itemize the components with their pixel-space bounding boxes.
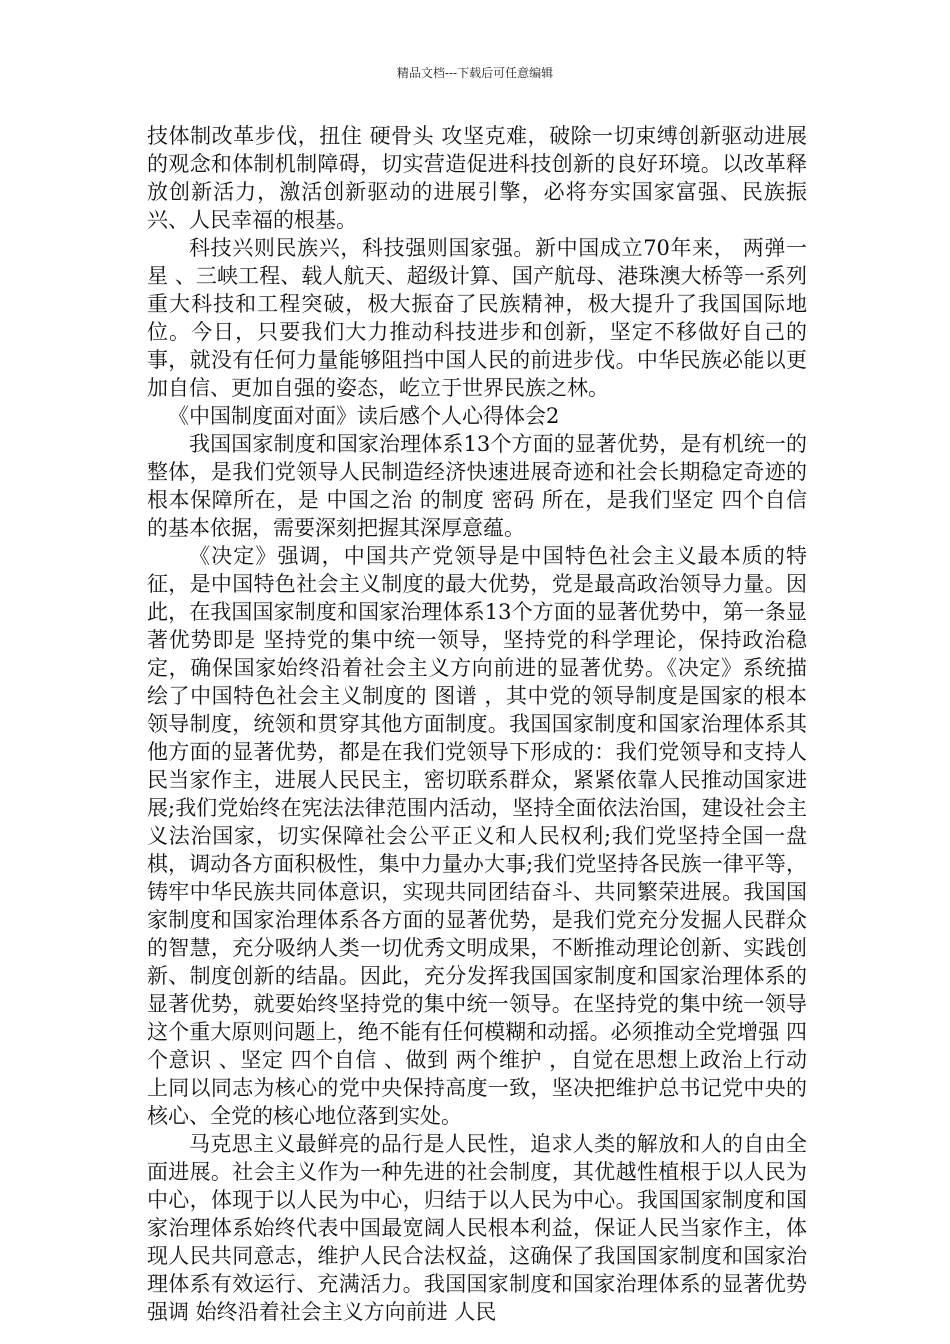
section-title: 《中国制度面对面》读后感个人心得体会2 bbox=[168, 404, 560, 428]
paragraph-5: 马克思主义最鲜亮的品行是人民性，追求人类的解放和人的自由全面进展。社会主义作为一种先进的社会制度，其优越性植根于以人民为中心，体现于以人民为中心，归结于以人民为中心。我国国家制度和国家治理体系始终代表中国最宽阔人民根本利益，保证人民当家作主，体现人民共同意志，维护人民合法权益，这确保了我国国家制度和国家治理体系有效运行、充满活力。我国国家制度和国家治理体系的显著优势强调 始终沿着社会主义方向前进 人民 bbox=[147, 1132, 807, 1324]
page-header: 精品文档---下载后可任意编辑 bbox=[396, 66, 554, 80]
paragraph-4: 《决定》强调，中国共产党领导是中国特色社会主义最本质的特征，是中国特色社会主义制度的最大优势，党是最高政治领导力量。因此，在我国国家制度和国家治理体系13个方面的显著优势中，第一条显著优势即是 坚持党的集中统一领导，坚持党的科学理论，保持政治稳定，确保国家始终沿着社会主义方向前进的显著优势。《决定》系统描绘了中国特色社会主义制度的 图谱 ，其中党的领导制度是国家的根本领导制度，统领和贯穿其他方面制度。我国国家制度和国家治理体系其他方面的显著优势，都是在我们党领导下形成的：我们党领导和支持人民当家作主，进展人民民主，密切联系群众，紧紧依靠人民推动国家进展;我们党始终在宪法法律范围内活动，坚持全面依法治国，建设社会主义法治国家，切实保障社会公平正义和人民权利;我们党坚持全国一盘棋，调动各方面积极性，集中力量办大事;我们党坚持各民族一律平等，铸牢中华民族共同体意识，实现共同团结奋斗、共同繁荣进展。我国国家制度和国家治理体系各方面的显著优势，是我们党充分发掘人民群众的智慧，充分吸纳人类一切优秀文明成果，不断推动理论创新、实践创新、制度创新的结晶。因此，充分发挥我国国家制度和国家治理体系的显著优势，就要始终坚持党的集中统一领导。在坚持党的集中统一领导这个重大原则问题上，绝不能有任何模糊和动摇。必须推动全党增强 四个意识 、坚定 四个自信 、做到 两个维护 ，自觉在思想上政治上行动上同以同志为核心的党中央保持高度一致，坚决把维护总书记党中央的核心、全党的核心地位落到实处。 bbox=[147, 544, 807, 1128]
document-body bbox=[147, 122, 807, 1326]
paragraph-2: 科技兴则民族兴，科技强则国家强。新中国成立70年来， 两弹一星 、三峡工程、载人航天、超级计算、国产航母、港珠澳大桥等一系列重大科技和工程突破，极大振奋了民族精神，极大提升了我国国际地位。今日，只要我们大力推动科技进步和创新，坚定不移做好自己的事，就没有任何力量能够阻挡中国人民的前进步伐。中华民族必能以更加自信、更加自强的姿态，屹立于世界民族之林。 bbox=[147, 236, 807, 400]
paragraph-1: 技体制改革步伐，扭住 硬骨头 攻坚克难，破除一切束缚创新驱动进展的观念和体制机制障碍，切实营造促进科技创新的良好环境。以改革释放创新活力，激活创新驱动的进展引擎，必将夯实国家富强、民族振兴、人民幸福的根基。 bbox=[147, 124, 807, 232]
paragraph-3: 我国国家制度和国家治理体系13个方面的显著优势，是有机统一的整体，是我们党领导人民制造经济快速进展奇迹和社会长期稳定奇迹的根本保障所在，是 中国之治 的制度 密码 所在，是我们坚定 四个自信 的基本依据，需要深刻把握其深厚意蕴。 bbox=[147, 432, 807, 540]
